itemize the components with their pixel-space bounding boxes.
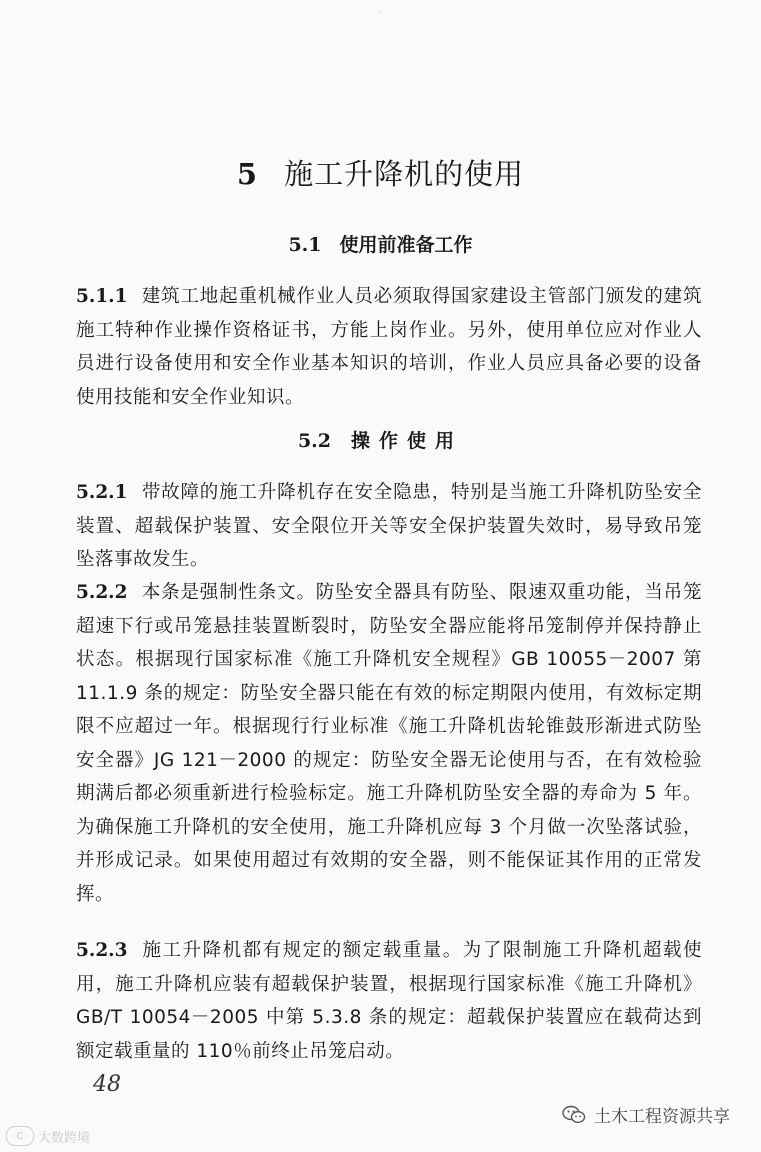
clause-number: 5.2.3 — [76, 940, 128, 961]
watermark-left-text: 大数跨境 — [38, 1130, 91, 1146]
watermark-left — [6, 1126, 90, 1146]
watermark-logo-icon: C — [6, 1126, 34, 1146]
wechat-icon — [562, 1105, 586, 1125]
watermark-right-text: 土木工程资源共享 — [594, 1107, 730, 1127]
clause-text: 本条是强制性条文。防坠安全器具有防坠、限速双重功能，当吊笼超速下行或吊笼悬挂装置断裂时，防坠安全器应能将吊笼制停并保持静止状态。根据现行国家标准《施工升降机安全规程》GB 10055－2007 第 11.1.9 条的规定：防坠安全器只能在有效的标定期限内使用，有效标定期限不应超过一年。根据现行行业标准《施工升降机齿轮锥鼓形渐进式防坠安全器》JG 121－2000 的规定：防坠安全器无论使用与否，在有效检验期满后都必须重新进行检验标定。施工升降机防坠安全器的寿命为 5 年。为确保施工升降机的安全使用，施工升降机应每 3 个月做一次坠落试验，并形成记录。如果使用超过有效期的安全器，则不能保证其作用的正常发挥。 — [76, 582, 702, 905]
chapter-title — [0, 152, 761, 193]
clause-number: 5.2.1 — [76, 482, 128, 503]
clause-5-2-1 — [76, 476, 702, 577]
clause-text: 建筑工地起重机械作业人员必须取得国家建设主管部门颁发的建筑施工特种作业操作资格证书，方能上岗作业。另外，使用单位应对作业人员进行设备使用和安全作业基本知识的培训，作业人员应具备必要的设备使用技能和安全作业知识。 — [76, 286, 702, 408]
clause-text: 带故障的施工升降机存在安全隐患，特别是当施工升降机防坠安全装置、超载保护装置、安全限位开关等安全保护装置失效时，易导致吊笼坠落事故发生。 — [76, 482, 702, 570]
chapter-title-text: 施工升降机的使用 — [284, 157, 525, 191]
section-number: 5.1 — [288, 234, 322, 256]
section-title-5-1 — [0, 230, 761, 257]
top-mark: · — [378, 8, 381, 18]
chapter-number: 5 — [236, 157, 259, 191]
clause-number: 5.2.2 — [76, 582, 128, 603]
section-title-text: 操作使用 — [351, 430, 464, 452]
clause-5-1-1 — [76, 280, 702, 414]
section-title-text: 使用前准备工作 — [339, 234, 473, 256]
section-number: 5.2 — [297, 430, 332, 452]
clause-5-2-2 — [76, 576, 702, 911]
clause-text: 施工升降机都有规定的额定载重量。为了限制施工升降机超载使用，施工升降机应装有超载保护装置，根据现行国家标准《施工升降机》GB/T 10054－2005 中第 5.3.8 条的规定：超载保护装置应在载荷达到额定载重量的 110％前终止吊笼启动。 — [76, 940, 702, 1062]
page-number: 48 — [93, 1072, 121, 1097]
clause-number: 5.1.1 — [76, 286, 128, 307]
section-title-5-2 — [0, 426, 761, 453]
clause-5-2-3 — [76, 934, 702, 1068]
watermark-right — [562, 1102, 730, 1127]
